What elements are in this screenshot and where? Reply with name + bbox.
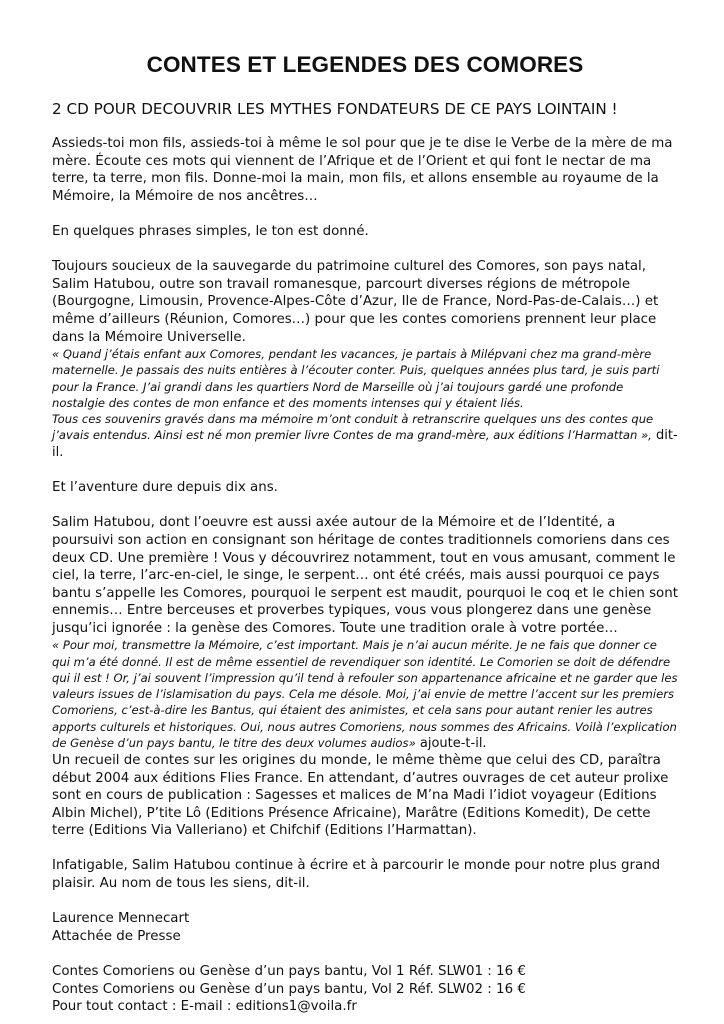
quote-attribution: ajoute-t-il. — [415, 735, 487, 751]
quote-text: « Quand j’étais enfant aux Comores, pendant les vacances, je partais à Milépvani chez ma grand-mère maternelle. Je passais des nuits entières à l’écouter conter. Puis, quelques années plus tard, je suis parti pour la France. J’ai grandi dans les quartiers Nord de Marseille où j’ai toujours gardé une profonde nostalgie des contes de mon enfance et des moments intenses qui y étaient liés. — [52, 347, 660, 410]
signature-name: Laurence Mennecart — [52, 911, 190, 927]
subtitle: 2 CD POUR DECOUVRIR LES MYTHES FONDATEURS DE CE PAYS LOINTAIN ! — [52, 100, 618, 118]
paragraph-publications: Un recueil de contes sur les origines du monde, le même thème que celui des CD, paraîtra début 2004 aux éditions Flies France. En attendant, d’autres ouvrages de cet auteur prolixe sont en cours de publication : Sagesses et malices de M’na Madi l’idiot voyageur (Editions Albin Michel), P’tite Lô (Editions Présence Africaine), Marâtre (Editions Komedit), De cette terre (Editions Via Valleriano) et Chifchif (Editions l’Harmattan). — [52, 752, 669, 839]
page-title: CONTES ET LEGENDES DES COMORES — [146, 52, 584, 77]
quote-text: Tous ces souvenirs gravés dans ma mémoire m’ont conduit à retranscrire quelques uns des contes que j’avais entendus. Ainsi est né mon premier livre Contes de ma grand-mère, aux éditions l’Harmattan », — [52, 411, 654, 443]
document — [52, 0, 678, 1016]
product-vol1: Contes Comoriens ou Genèse d’un pays bantu, Vol 1 Réf. SLW01 : 16 € — [52, 964, 526, 980]
quote-identity — [52, 637, 678, 751]
quote-attribution: dit-il. — [52, 428, 678, 461]
paragraph-intro: Assieds-toi mon fils, assieds-toi à même le sol pour que je te dise le Verbe de la mère de ma mère. Écoute ces mots qui viennent de l’Afrique et de l’Orient et qui font le nectar de ma terre, ta terre, mon fils. Donne-moi la main, mon fils, et allons ensemble au royaume de la Mémoire, la Mémoire de nos ancêtres… — [52, 136, 673, 204]
paragraph-adventure: Et l’aventure dure depuis dix ans. — [52, 480, 278, 496]
contact-line: Pour tout contact : E-mail : editions1@voila.fr — [52, 999, 357, 1015]
quote-childhood — [52, 346, 678, 411]
paragraph-tone: En quelques phrases simples, le ton est donné. — [52, 223, 369, 239]
signature-role: Attachée de Presse — [52, 928, 181, 944]
paragraph-closing: Infatigable, Salim Hatubou continue à écrire et à parcourir le monde pour notre plus grand plaisir. Au nom de tous les siens, dit-il. — [52, 858, 661, 892]
paragraph-heritage: Toujours soucieux de la sauvegarde du patrimoine culturel des Comores, son pays natal, Salim Hatubou, outre son travail romanesque, parcourt diverses régions de métropole (Bourgogne, Limousin, Provence-Alpes-Côte d’Azur, Ile de France, Nord-Pas-de-Calais…) et même d’ailleurs (Réunion, Comores…) pour que les contes comoriens prennent leur place dans la Mémoire Universelle. — [52, 259, 659, 345]
quote-memories — [52, 411, 678, 462]
product-vol2: Contes Comoriens ou Genèse d’un pays bantu, Vol 2 Réf. SLW02 : 16 € — [52, 981, 526, 997]
quote-text: « Pour moi, transmettre la Mémoire, c’est important. Mais je n’ai aucun mérite. Je ne fais que donner ce qui m’a été donné. Il est de même essentiel de revendiquer son identité. Le Comorien se doit de défendre qui il est ! Or, j’ai souvent l’impression qu’il tend à refouler son appartenance africaine et ne garder que les valeurs issues de l’islamisation du pays. Cela me désole. Moi, j’ai envie de mettre l’accent sur les premiers Comoriens, c’est-à-dire les Bantus, qui étaient des animistes, et cela sans pour autant renier les autres apports culturels et historiques. Oui, nous autres Comoriens, nous sommes des Africains. Voilà l’explication de Genèse d’un pays bantu, le titre des deux volumes audios» — [52, 638, 678, 750]
paragraph-cd: Salim Hatubou, dont l’oeuvre est aussi axée autour de la Mémoire et de l’Identité, a poursuivi son action en consignant son héritage de contes traditionnels comoriens dans ces deux CD. Une première ! Vous y découvrirez notamment, tout en vous amusant, comment le ciel, la terre, l’arc-en-ciel, le singe, le serpent… ont été créés, mais aussi pourquoi ce pays bantu s’appelle les Comores, pourquoi le serpent est maudit, pourquoi le coq et le chien sont ennemis… Entre berceuses et proverbes typiques, vous vous plongerez dans une genèse jusqu’ici ignorée : la genèse des Comores. Toute une tradition orale à votre portée… — [52, 515, 678, 636]
